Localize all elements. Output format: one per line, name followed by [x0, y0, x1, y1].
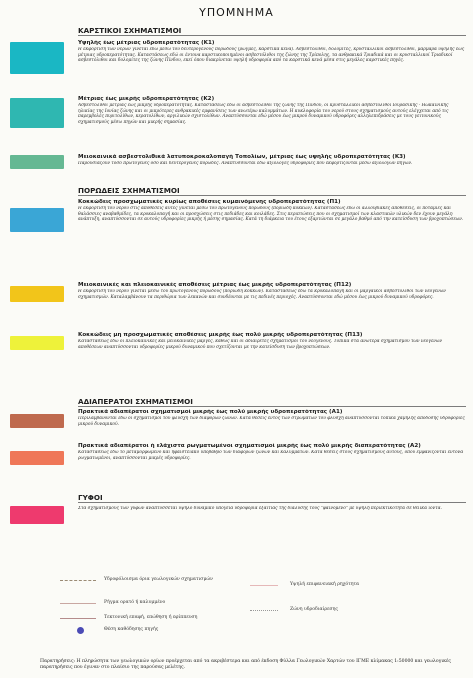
entry-description: Παρουσιάζουν τόσο πρωτογενές όσο και δευτερογενές πορώδες. Αναπτύσσονται εδώ αξιόλογες υδροφορίες που εκφορτίζονται μέσω αξιόλογων πηγών.	[78, 161, 413, 166]
section-divider	[78, 406, 466, 407]
tectonic-contact-line	[60, 618, 96, 619]
entry-title: Μειοκαινικά ασβεστολιθικά λατυποκροκαλοπαγή Τοπολίων, μέτριας έως υψηλής υδροπερατότητας (Κ3)	[78, 154, 406, 160]
legend-entry-k2	[78, 96, 466, 146]
section-divider	[78, 502, 466, 503]
entry-title: Μέτριας έως μικρής υδροπερατότητας (Κ2)	[78, 96, 215, 102]
legend-entry-a2	[78, 443, 466, 475]
legend-swatch-k1	[10, 42, 64, 74]
section-heading-karstic: ΚΑΡΣΤΙΚΟΙ ΣΧΗΜΑΤΙΣΜΟΙ	[78, 26, 182, 35]
legend-symbol-label: Τεκτονική επαφή, επώθηση ή εφίππευση	[104, 615, 198, 620]
legend-entry-a1	[78, 409, 466, 439]
entry-description: Ασβεστόλιθοι μέτριας έως μικρής υδροπερατότητας. Καταστάσεως εδώ οι ασβεστόλιθοι της ζώνης της Πίνδου, οι κρυσταλλικοί ασβεστόλιθοι Ιουρασικής - Ηωκαινικής ηλικίας της Ιονίας ζώνης και οι μικρότερες ανθρακικές εμφανίσεις των ανωτέρω καλυμμάτων. Η κυκλοφορία του νερού στους σχηματισμούς αυτούς ελέγχεται από τις παρεμβολές πυριτολίθων, κερατολίθων, αργιλικών σχιστολίθων. Αναπτύσσονται εδώ μέσου έως μικρού δυναμικού υδροφόρες αλληλεπιδράσεις με τους γειτονικούς σχηματισμούς μέσω πηγών και μικρής σημασίας.	[78, 103, 449, 125]
legend-swatch-k2	[10, 98, 64, 128]
legend-swatch-a2	[10, 451, 64, 465]
legend-swatch-a1	[10, 414, 64, 428]
legend-symbol-label: Υψηλή επιφανειακή ρηχότητα	[290, 582, 360, 587]
legend-symbol-label: Θέση καθόδησης πηγής	[104, 627, 159, 632]
legend-swatch-k3	[10, 155, 64, 169]
legend-entry-k3	[78, 154, 466, 176]
entry-description: Η εκφόρτιση των νερών γίνεται εδώ μέσω του δευτερογενούς πορώδους (ρωγμές, καρστικά κενά). Ασβεστόλιθοι, δολομίτες, κρυσταλλικοί ασβεστόλιθοι, μάρμαρα υψηλής έως μέτριας υδροπερατότητας. Καταστάσεως εδώ οι έντονα καρστικοποιημένοι ασβεστόλιθοι της ζώνης της Τρίπολης, τα ανθρακικά Τριαδικά και οι κρυσταλλικοί Τριαδικοί ασβεστόλιθοι και δολομίτες της ζώνης Πίνδου, εκεί όπου διακρίνεται υψηλή υδροφορία από τα καρστικά κενά μέσα στις μεγάλες καρστικές πηγές.	[78, 47, 465, 64]
legend-symbol-label: Ζώνη υδροδιαίρεσης	[290, 607, 338, 612]
legend-swatch-p1	[10, 208, 64, 232]
entry-title: Κοκκώδεις προσχωματικές κυρίως αποθέσεις κυμαινόμενης υδροπερατότητας (Π1)	[78, 199, 341, 205]
footer-note: Παρατηρήσεις: Η πληρώσητα των γεωλογικών ορίων προέρχεται από τα ακριβέστερα και από έκδοση Φύλλα Γεωλογικών Χαρτών του ΙΓΜΕ κλίμακας 1:50000 και γεωλογικές παρατηρήσεις που έγιναν στο πλαίσιο της παρούσας μελέτης.	[40, 659, 451, 670]
page-title: ΥΠΟΜΝΗΜΑ	[199, 6, 274, 19]
legend-entry-gypsum	[78, 506, 466, 530]
legend-entry-p1	[78, 199, 466, 253]
surface-flow-line	[250, 585, 278, 586]
section-heading-impermeable: ΑΔΙΑΠΕΡΑΤΟΙ ΣΧΗΜΑΤΙΣΜΟΙ	[78, 397, 193, 406]
entry-title: Μειοκαινικές και πλειοκαινικές αποθέσεις μέτριας έως μικρής υδροπερατότητας (Π12)	[78, 282, 352, 288]
legend-entry-p13	[78, 332, 466, 372]
legend-symbol-label: Υδροφόλοισμα όρια γεωλογικών σχηματισμών	[104, 577, 213, 582]
section-divider	[78, 35, 466, 36]
entry-title: Κοκκώδεις μη προσχωματικές αποθέσεις μικρής έως πολύ μικρής υδροπερατότητας (Π13)	[78, 332, 363, 338]
entry-description: Περιλαμβάνονται εδώ οι σχηματισμοί του φλύσχη των διαφόρων ζωνών. Κατά θέσεις εντός των στρωμάτων του φλύσχη αναπτύσσονται τοπικά χαμηλής απόδοσης υδροφορίες μικρού δυναμικού.	[78, 416, 465, 427]
section-divider	[78, 195, 466, 196]
entry-title: Πρακτικά αδιαπέρατοι ή ελάχιστα ρωγματωμένοι σχηματισμοί μικρής έως πολύ μικρής διαπερατότητας (Α2)	[78, 443, 421, 449]
spring-icon	[77, 627, 84, 634]
entry-title: Υψηλής έως μέτριας υδροπερατότητας (Κ1)	[78, 40, 215, 46]
watershed-line	[250, 610, 278, 611]
formation-boundary-line	[60, 580, 96, 581]
section-heading-porous: ΠΟΡΩΔΕΙΣ ΣΧΗΜΑΤΙΣΜΟΙ	[78, 186, 180, 195]
entry-description: Η εκφόρτιση του νερού στις αποθέσεις αυτές γίνεται μέσω του πρωτογενούς πορώδους (ποριώδη κόκκων). Καταστάσεως εδώ οι αλλουβιακές αποθέσεις, οι ποτάμιες και θαλάσσιες αναβαθμίδες, τα κροκαλοπαγή και οι προσχώσεις στις πεδιάδες και κοιλάδες. Στις περιπτώσεις που οι σχηματισμοί των κλαστικών υλικών δεν έχουν μεγάλη ανάπτυξη, αναπτύσσονται σε αυτούς υδροφορίες μικρής ή μέσης σημασίας. Κατά τη διάρκεια του έτους εξαρτώνται σε μεγάλο βαθμό από την κατείσδυση των βροχοπτώσεων.	[78, 206, 464, 223]
entry-title: Πρακτικά αδιαπέρατοι σχηματισμοί μικρής έως πολύ μικρής υδροπερατότητας (Α1)	[78, 409, 343, 415]
legend-swatch-gypsum	[10, 506, 64, 524]
legend-symbol-label: Ρήγμα ορατό ή καλυμμένο	[104, 600, 166, 605]
entry-description: Στα σχηματισμούς των γύφων αναπτύσσεται υψηλό δυναμικό υπόγεια υδροφορία εξαιτίας της διάλυσης τους "φαινόμενο" με υψηλή περιεκτικότητα σε θειικά ιόντα.	[78, 506, 442, 511]
legend-entry-p12	[78, 282, 466, 326]
legend-entry-k1	[78, 40, 466, 84]
fault-line	[60, 603, 96, 604]
legend-swatch-p13	[10, 336, 64, 350]
entry-description: Καταστάσεως εδώ το μεταμορφωμένο και ηφαιστειακό υπόβαθρο των διαφόρων ζωνών και καλυμμάτων. Κατά θέσεις στους σχηματισμούς αυτούς, όπου εμφανίζονται έντονα ρωγματωμένοι, αναπτύσσονται μικρές υδροφορίες.	[78, 450, 464, 461]
entry-description: Η εκφόρτιση του νερού γίνεται μέσω του πρωτογενούς πορώδους (ποριώδη κόκκων). Καταστάσεως εδώ τα κροκαλοπαγή και οι μαργαϊκοί ασβεστόλιθοι των νεογενών σχηματισμών. Καταλαμβάνουν τα περιθώρια των λεκανών και συνδέονται με τις πεδινές περιοχές. Αναπτύσσονται εδώ μέσου έως μικρού δυναμικού υδροφόρες.	[78, 289, 446, 300]
entry-description: Καταστάσεως εδώ οι πλειοκαινικές και μειοκαινικές μάργες, καθώς και οι αδιαίρετες σχηματισμοί του νεογενούς. Τοπικά στα ανώτερα σχηματισμού των νεογενών αποθέσεων αναπτύσσονται υδροφορίες μικρού δυναμικού που σχετίζονται με την κατείσδυση των βροχοπτώσεων.	[78, 339, 442, 350]
legend-swatch-p12	[10, 286, 64, 302]
section-heading-gypsum: ΓΥΦΟΙ	[78, 493, 103, 502]
